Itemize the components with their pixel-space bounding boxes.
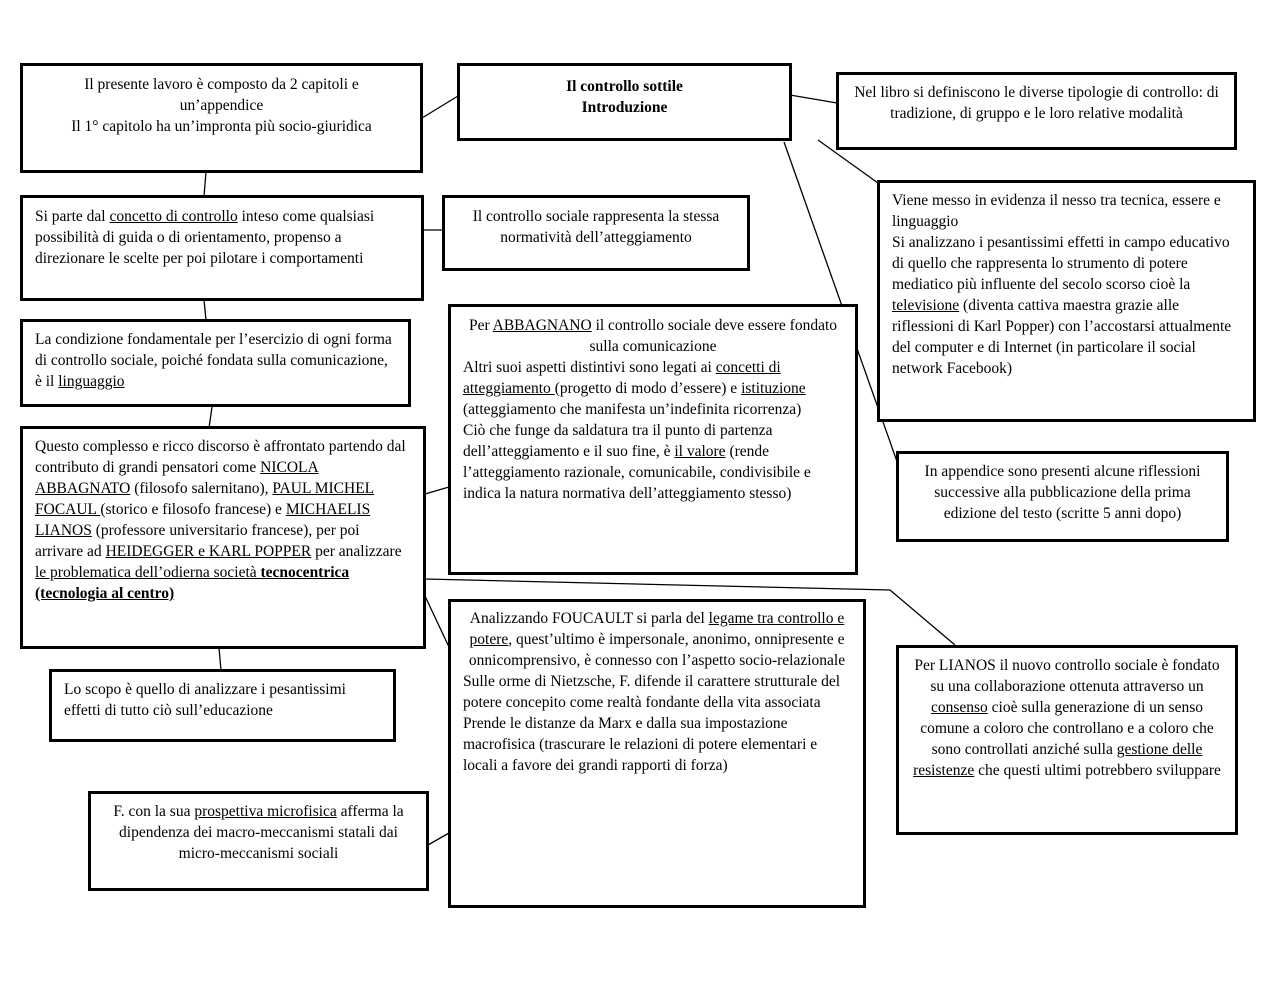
connector-thinkers-foucault xyxy=(425,596,449,647)
lianos-name: MICHAELIS LIANOS xyxy=(35,501,371,539)
microphysics-box: F. con la sua prospettiva microfisica afferma la dipendenza dei macro-meccanismi statali dai micro-meccanismi sociali xyxy=(88,791,429,891)
abbagnano-box: Per ABBAGNANO il controllo sociale deve essere fondato sulla comunicazione Altri suoi aspetti distintivi sono legati ai concetti di atteggiamento (progetto di modo d’essere) e istituzione (atteggiamento che manifesta un’indefinita ricorrenza) Ciò che funge da saldatura tra il punto di partenza dell’atteggiamento e il suo fine, è il valore (rende l’atteggiamento razionale, comunicabile, condivisibile e indica la natura normativa dell’atteggiamento stesso) xyxy=(448,304,858,575)
appendix-box xyxy=(896,451,1229,542)
title-box xyxy=(457,63,792,141)
connector-microphysics-foucault xyxy=(428,833,449,845)
purpose-box xyxy=(49,669,396,742)
composition-box xyxy=(20,63,423,173)
microphysics-term: prospettiva microfisica xyxy=(194,803,337,820)
appendix-text: In appendice sono presenti alcune riflessioni successive alla pubblicazione della prima edizione del testo (scritte 5 anni dopo) xyxy=(924,463,1201,522)
connector-language-thinkers xyxy=(209,407,212,428)
connector-title-composition xyxy=(422,96,458,118)
control-concept-box: Si parte dal concetto di controllo inteso come qualsiasi possibilità di guida o di orientamento, propenso a direzionare le scelte per poi pilotare i comportamenti xyxy=(20,195,424,301)
heidegger-popper-names: HEIDEGGER e KARL POPPER xyxy=(105,543,312,560)
focaul-name: PAUL MICHEL FOCAUL xyxy=(35,480,375,518)
title: Il controllo sottile xyxy=(566,78,683,95)
typologies-text: Nel libro si definiscono le diverse tipologie di controllo: di tradizione, di gruppo e le loro relative modalità xyxy=(854,84,1219,122)
connector-title-typologies xyxy=(790,95,837,103)
normativity-text: Il controllo sociale rappresenta la stessa normatività dell’atteggiamento xyxy=(472,208,720,246)
technique-text-1: Viene messo in evidenza il nesso tra tecnica, essere e linguaggio xyxy=(892,192,1221,230)
foucault-nietzsche: Sulle orme di Nietzsche, F. difende il carattere strutturale del potere concepito come realtà fondante della vita associata xyxy=(463,673,841,711)
technocentric-term: tecnocentrica (tecnologia al centro) xyxy=(35,564,350,602)
normativity-box xyxy=(442,195,750,271)
purpose-text: Lo scopo è quello di analizzare i pesantissimi effetti di tutto ciò sull’educazione xyxy=(64,681,346,719)
television-term: televisione xyxy=(892,297,960,314)
subtitle: Introduzione xyxy=(581,99,668,116)
language-box: La condizione fondamentale per l’esercizio di ogni forma di controllo sociale, poiché fondata sulla comunicazione, è il linguaggio xyxy=(20,319,411,407)
control-concept-term: concetto di controllo xyxy=(109,208,238,225)
resistance-term: gestione delle resistenze xyxy=(913,741,1203,779)
lianos-box: Per LIANOS il nuovo controllo sociale è fondato su una collaborazione ottenuta attraverso un consenso cioè sulla generazione di un senso comune a coloro che controllano e a coloro che sono controllati anziché sulla gestione delle resistenze che questi ultimi potrebbero sviluppare xyxy=(896,645,1238,835)
composition-line-3: Il 1° capitolo ha un’impronta più socio-giuridica xyxy=(71,118,372,135)
connector-thinkers-purpose xyxy=(219,648,221,670)
connector-thinkers-abbagnano xyxy=(425,487,449,494)
foucault-box: Analizzando FOUCAULT si parla del legame tra controllo e potere, quest’ultimo è impersonale, anonimo, onnipresente e onnicomprensivo, è connesso con l’aspetto socio-relazionale Sulle orme di Nietzsche, F. difende il carattere strutturale del potere concepito come realtà fondante della vita associata Prende le distanze da Marx e dalla sua impostazione macrofisica (trascurare le relazioni di potere elementari e locali a favore dei grandi rapporti di forza) xyxy=(448,599,866,908)
connector-composition-concept xyxy=(204,172,206,196)
language-term: linguaggio xyxy=(58,373,125,390)
abbagnato-name: NICOLA ABBAGNATO xyxy=(35,459,319,497)
consensus-term: consenso xyxy=(930,699,988,716)
connector-concept-language xyxy=(204,300,206,320)
thinkers-box: Questo complesso e ricco discorso è affrontato partendo dal contributo di grandi pensatori come NICOLA ABBAGNATO (filosofo salernitano), PAUL MICHEL FOCAUL (storico e filosofo francese) e MICHAELIS LIANOS (professore universitario francese), per poi arrivare ad HEIDEGGER e KARL POPPER per analizzare le problematica dell’odierna società tecnocentrica (tecnologia al centro) xyxy=(20,426,426,649)
control-power-term: legame tra controllo e potere xyxy=(469,610,845,648)
foucault-marx: Prende le distanze da Marx e dalla sua impostazione macrofisica (trascurare le relazioni di potere elementari e locali a favore dei grandi rapporti di forza) xyxy=(463,715,818,774)
composition-line-1: Il presente lavoro è composto da 2 capitoli e xyxy=(84,76,359,93)
technique-box: Viene messo in evidenza il nesso tra tecnica, essere e linguaggio Si analizzano i pesantissimi effetti in campo educativo di quello che rappresenta lo strumento di potere mediatico più influente del secolo scorso cioè la televisione (diventa cattiva maestra grazie alle riflessioni di Karl Popper) con l’accostarsi attualmente del computer e di Internet (in particolare il social network Facebook) xyxy=(877,180,1256,422)
abbagnano-name: ABBAGNANO xyxy=(492,317,592,334)
composition-line-2: un’appendice xyxy=(179,97,264,114)
typologies-box xyxy=(836,72,1237,150)
